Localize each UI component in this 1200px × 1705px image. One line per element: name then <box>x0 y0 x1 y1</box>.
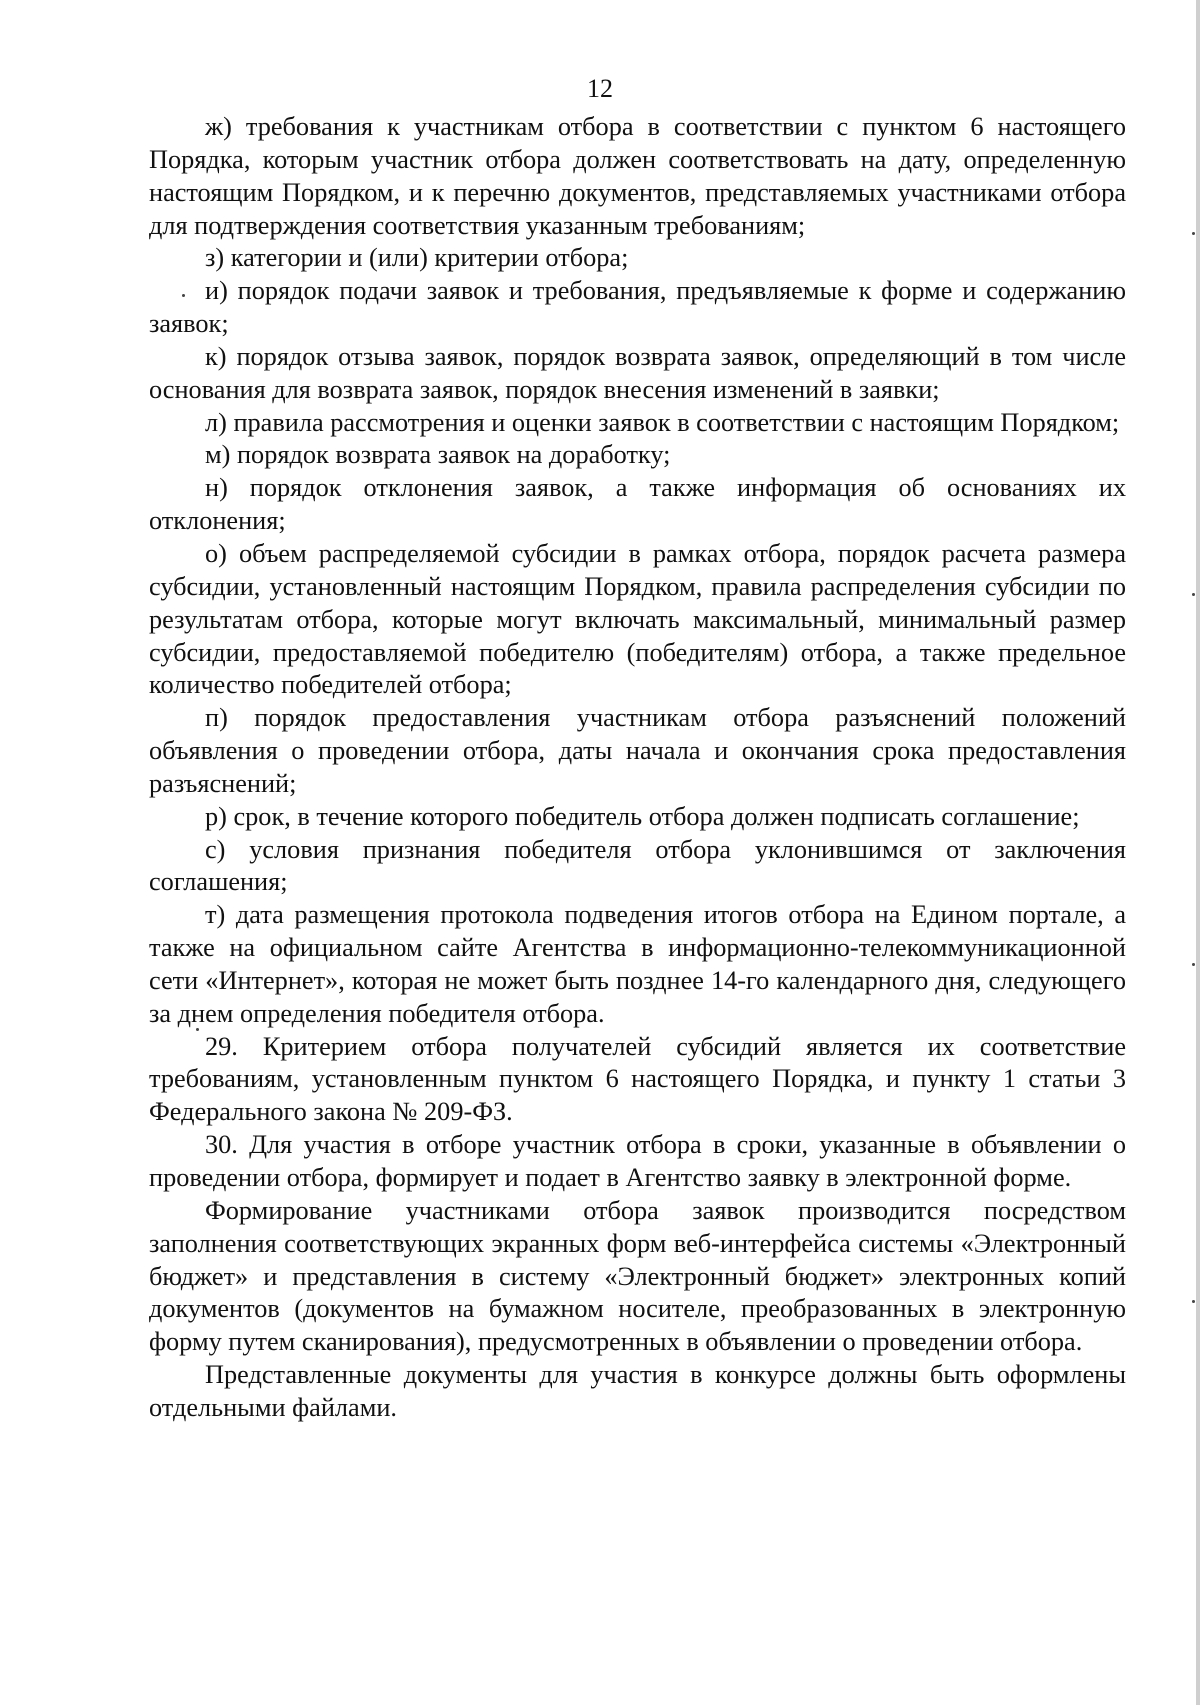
scan-speck <box>1192 593 1195 596</box>
paragraph-l-review-rules: л) правила рассмотрения и оценки заявок в соответствии с настоящим Порядком; <box>205 407 1120 437</box>
paragraph-r-signing-deadline: р) срок, в течение которого победитель отбора должен подписать соглашение; <box>205 801 1080 831</box>
document-body <box>149 111 1126 1425</box>
paragraph-m-return-for-revision: м) порядок возврата заявок на доработку; <box>205 440 671 470</box>
paragraph-t-protocol-publication: т) дата размещения протокола подведения итогов отбора на Едином портале, а также на официальном сайте Агентства в информационно-телекоммуникационной сети «Интернет», которая не может быть позднее 14-го календарного дня, следующего за днем определения победителя отбора. <box>149 900 1126 1028</box>
scan-speck <box>1192 232 1195 235</box>
scan-edge-shadow <box>1196 0 1200 1705</box>
paragraph-separate-files: Представленные документы для участия в конкурсе должны быть оформлены отдельными файлами. <box>149 1360 1126 1422</box>
paragraph-electronic-budget: Формирование участниками отбора заявок производится посредством заполнения соответствующих экранных форм веб-интерфейса системы «Электронный бюджет» и представления в систему «Электронный бюджет» электронных копий документов (документов на бумажном носителе, преобразованных в электронную форму путем сканирования), предусмотренных в объявлении о проведении отбора. <box>149 1195 1126 1357</box>
paragraph-n-rejection-procedure: н) порядок отклонения заявок, а также информация об основаниях их отклонения; <box>149 473 1126 536</box>
paragraph-o-subsidy-volume: о) объем распределяемой субсидии в рамках отбора, порядок расчета размера субсидии, установленный настоящим Порядком, правила распределения субсидии по результатам отбора, которые могут включать максимальный, минимальный размер субсидии, предоставляемой победителю (победителям) отбора, а также предельное количество победителей отбора; <box>149 538 1126 700</box>
paragraph-z-selection-criteria: з) категории и (или) критерии отбора; <box>205 243 629 273</box>
page-number: 12 <box>587 74 613 103</box>
paragraph-30-participation: 30. Для участия в отборе участник отбора в сроки, указанные в объявлении о проведении отбора, формирует и подает в Агентство заявку в электронной форме. <box>149 1130 1126 1192</box>
paragraph-29-selection-criterion: 29. Критерием отбора получателей субсидий является их соответствие требованиям, установленным пунктом 6 настоящего Порядка, и пункту 1 статьи 3 Федерального закона № 209-ФЗ. <box>149 1031 1126 1127</box>
paragraph-s-evasion-conditions: с) условия признания победителя отбора уклонившимся от заключения соглашения; <box>149 834 1126 897</box>
scan-speck <box>1192 1300 1195 1303</box>
scan-speck <box>1192 963 1195 966</box>
paragraph-i-application-procedure: и) порядок подачи заявок и требования, предъявляемые к форме и содержанию заявок; <box>149 276 1126 339</box>
paragraph-p-clarifications: п) порядок предоставления участникам отбора разъяснений положений объявления о проведении отбора, даты начала и окончания срока предоставления разъяснений; <box>149 703 1126 798</box>
paragraph-zh-participant-requirements: ж) требования к участникам отбора в соответствии с пунктом 6 настоящего Порядка, которым участник отбора должен соответствовать на дату, определенную настоящим Порядком, и к перечню документов, представляемых участниками отбора для подтверждения соответствия указанным требованиям; <box>149 112 1126 240</box>
paragraph-k-application-withdrawal: к) порядок отзыва заявок, порядок возврата заявок, определяющий в том числе основания для возврата заявок, порядок внесения изменений в заявки; <box>149 341 1126 404</box>
